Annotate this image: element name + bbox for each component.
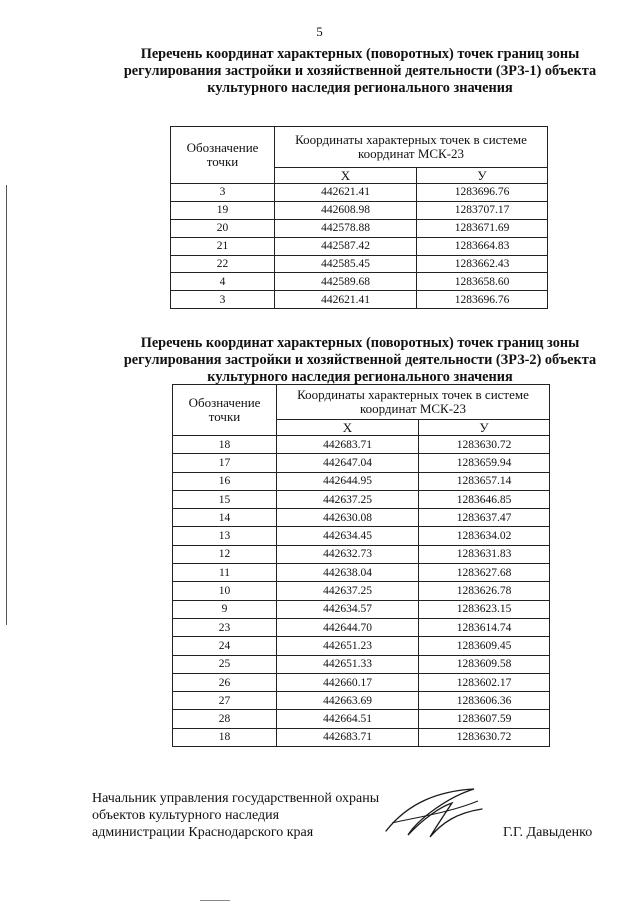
column-header-y: У <box>417 168 548 184</box>
cell-y: 1283662.43 <box>417 255 548 273</box>
table-row <box>173 527 550 545</box>
cell-point: 3 <box>171 184 275 202</box>
cell-point: 18 <box>173 436 277 454</box>
signer-position-line: объектов культурного наследия <box>92 808 280 823</box>
table-row <box>173 637 550 655</box>
cell-x: 442634.45 <box>277 527 419 545</box>
cell-point: 19 <box>171 201 275 219</box>
column-header-y: У <box>419 420 550 436</box>
cell-x: 442644.95 <box>277 472 419 490</box>
section2-heading-line: Перечень координат характерных (поворотных) точек границ зоны <box>140 335 580 351</box>
table-row <box>173 728 550 746</box>
cell-point: 18 <box>173 728 277 746</box>
cell-y: 1283614.74 <box>419 618 550 636</box>
cell-x: 442634.57 <box>277 600 419 618</box>
cell-x: 442651.33 <box>277 655 419 673</box>
cell-point: 14 <box>173 509 277 527</box>
footer-mark <box>200 900 230 901</box>
cell-x: 442683.71 <box>277 436 419 454</box>
column-header-system: Координаты характерных точек в системе координат МСК-23 <box>277 385 550 420</box>
cell-y: 1283630.72 <box>419 728 550 746</box>
table-row <box>173 655 550 673</box>
margin-line <box>6 185 7 625</box>
cell-x: 442664.51 <box>277 710 419 728</box>
cell-y: 1283606.36 <box>419 692 550 710</box>
cell-point: 12 <box>173 545 277 563</box>
cell-point: 24 <box>173 637 277 655</box>
section2-heading-line: регулирования застройки и хозяйственной деятельности (ЗРЗ-2) объекта <box>123 352 597 368</box>
table-body <box>171 184 548 309</box>
section1-heading-line: Перечень координат характерных (поворотных) точек границ зоны <box>140 46 580 62</box>
table-row <box>173 436 550 454</box>
cell-y: 1283659.94 <box>419 454 550 472</box>
handwritten-signature <box>378 783 488 843</box>
cell-point: 23 <box>173 618 277 636</box>
column-header-x: Х <box>277 420 419 436</box>
cell-y: 1283657.14 <box>419 472 550 490</box>
cell-x: 442630.08 <box>277 509 419 527</box>
table-row <box>173 454 550 472</box>
cell-y: 1283609.58 <box>419 655 550 673</box>
cell-y: 1283696.76 <box>417 291 548 309</box>
section2-heading-line: культурного наследия регионального значения <box>207 369 513 385</box>
cell-y: 1283637.47 <box>419 509 550 527</box>
cell-point: 26 <box>173 673 277 691</box>
signer-position-line: администрации Краснодарского края <box>92 825 314 840</box>
column-header-system: Координаты характерных точек в системе координат МСК-23 <box>275 127 548 168</box>
cell-x: 442644.70 <box>277 618 419 636</box>
cell-x: 442621.41 <box>275 184 417 202</box>
cell-point: 20 <box>171 219 275 237</box>
signer-position <box>92 790 379 841</box>
cell-point: 10 <box>173 582 277 600</box>
table-row <box>173 600 550 618</box>
table-row <box>173 710 550 728</box>
table-row <box>171 255 548 273</box>
cell-point: 25 <box>173 655 277 673</box>
cell-y: 1283664.83 <box>417 237 548 255</box>
cell-y: 1283602.17 <box>419 673 550 691</box>
cell-y: 1283671.69 <box>417 219 548 237</box>
cell-x: 442663.69 <box>277 692 419 710</box>
signer-name: Г.Г. Давыденко <box>503 825 593 840</box>
column-header-point: Обозначение точки <box>173 385 277 436</box>
table-row <box>171 184 548 202</box>
cell-point: 3 <box>171 291 275 309</box>
cell-x: 442647.04 <box>277 454 419 472</box>
cell-y: 1283630.72 <box>419 436 550 454</box>
cell-y: 1283626.78 <box>419 582 550 600</box>
cell-y: 1283609.45 <box>419 637 550 655</box>
cell-point: 22 <box>171 255 275 273</box>
table-row <box>173 582 550 600</box>
cell-y: 1283623.15 <box>419 600 550 618</box>
cell-point: 13 <box>173 527 277 545</box>
cell-x: 442578.88 <box>275 219 417 237</box>
cell-x: 442587.42 <box>275 237 417 255</box>
cell-x: 442637.25 <box>277 490 419 508</box>
cell-point: 21 <box>171 237 275 255</box>
table-row <box>173 509 550 527</box>
coordinates-table-zrz2 <box>172 384 550 747</box>
section2-heading <box>95 335 625 386</box>
cell-point: 27 <box>173 692 277 710</box>
cell-point: 15 <box>173 490 277 508</box>
table-row <box>171 237 548 255</box>
cell-x: 442589.68 <box>275 273 417 291</box>
section1-heading <box>95 46 625 97</box>
table-row <box>171 291 548 309</box>
table-row <box>171 219 548 237</box>
cell-point: 28 <box>173 710 277 728</box>
section1-heading-line: культурного наследия регионального значения <box>207 80 513 96</box>
column-header-x: Х <box>275 168 417 184</box>
table-row <box>173 618 550 636</box>
cell-y: 1283658.60 <box>417 273 548 291</box>
cell-x: 442638.04 <box>277 564 419 582</box>
cell-x: 442660.17 <box>277 673 419 691</box>
table-row <box>173 472 550 490</box>
cell-point: 17 <box>173 454 277 472</box>
cell-x: 442608.98 <box>275 201 417 219</box>
signer-position-line: Начальник управления государственной охраны <box>92 791 380 806</box>
cell-point: 9 <box>173 600 277 618</box>
table-row <box>173 564 550 582</box>
section1-heading-line: регулирования застройки и хозяйственной деятельности (ЗРЗ-1) объекта <box>123 63 597 79</box>
cell-y: 1283627.68 <box>419 564 550 582</box>
table-row <box>171 201 548 219</box>
cell-y: 1283646.85 <box>419 490 550 508</box>
cell-x: 442621.41 <box>275 291 417 309</box>
cell-x: 442651.23 <box>277 637 419 655</box>
table-row <box>173 673 550 691</box>
table-body <box>173 436 550 747</box>
cell-y: 1283634.02 <box>419 527 550 545</box>
cell-y: 1283707.17 <box>417 201 548 219</box>
cell-point: 11 <box>173 564 277 582</box>
table-row <box>171 273 548 291</box>
cell-y: 1283631.83 <box>419 545 550 563</box>
cell-y: 1283696.76 <box>417 184 548 202</box>
cell-y: 1283607.59 <box>419 710 550 728</box>
table-row <box>173 692 550 710</box>
table-row <box>173 490 550 508</box>
coordinates-table-zrz1 <box>170 126 548 309</box>
page-number: 5 <box>316 24 323 39</box>
cell-x: 442632.73 <box>277 545 419 563</box>
cell-point: 4 <box>171 273 275 291</box>
table-row <box>173 545 550 563</box>
cell-x: 442585.45 <box>275 255 417 273</box>
cell-x: 442637.25 <box>277 582 419 600</box>
column-header-point: Обозначение точки <box>171 127 275 184</box>
cell-point: 16 <box>173 472 277 490</box>
cell-x: 442683.71 <box>277 728 419 746</box>
